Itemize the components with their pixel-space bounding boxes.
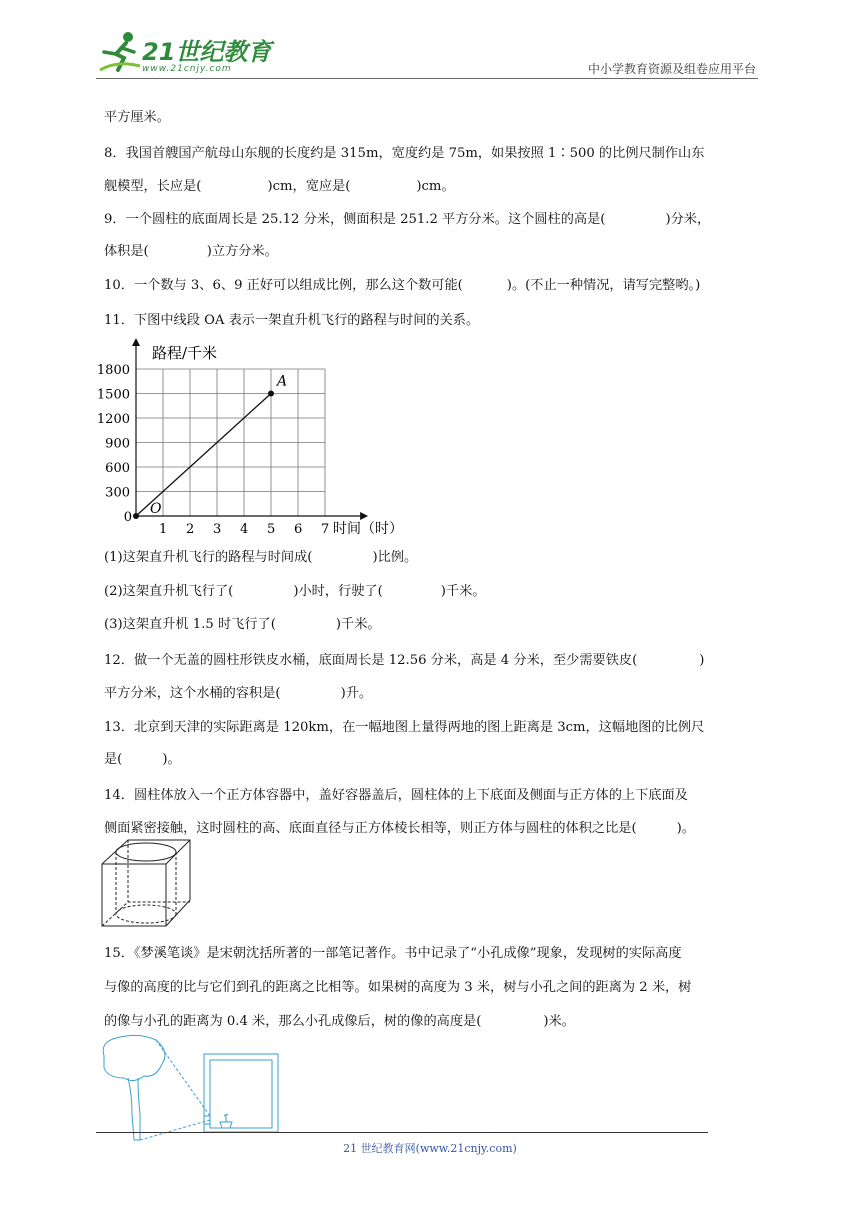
logo bbox=[96, 30, 296, 80]
question-8-line-2 bbox=[104, 175, 455, 194]
x-tick-label: 6 bbox=[294, 522, 303, 534]
text: 体积是( bbox=[104, 244, 149, 259]
y-tick-label: 1200 bbox=[96, 412, 130, 427]
origin-label: 0 bbox=[123, 510, 132, 525]
question-9-line-1 bbox=[104, 208, 710, 227]
text: )千米。 bbox=[440, 584, 486, 599]
cylinder-in-cube-figure bbox=[100, 836, 200, 930]
y-tick-label: 900 bbox=[105, 436, 130, 452]
question-11: 11．下图中线段 OA 表示一架直升机飞行的路程与时间的关系。 bbox=[104, 313, 480, 328]
y-tick-label: 300 bbox=[105, 485, 130, 501]
point-label: A bbox=[277, 373, 288, 390]
question-12-line-1 bbox=[104, 649, 704, 668]
y-axis-arrow-icon bbox=[132, 338, 140, 346]
text: )千米。 bbox=[335, 617, 381, 632]
small-image-icon bbox=[220, 1114, 232, 1128]
header-divider bbox=[96, 78, 758, 79]
y-tick-label: 1500 bbox=[96, 387, 130, 403]
x-axis-arrow-icon bbox=[360, 512, 368, 520]
question-14-line-1: 14．圆柱体放入一个正方体容器中，盖好容器盖后，圆柱体的上下底面及侧面与正方体的上下底面及 bbox=[104, 788, 688, 803]
data-point bbox=[268, 391, 274, 397]
y-axis-label: 路程/千米 bbox=[152, 344, 218, 362]
x-axis-label: 时间（时） bbox=[333, 521, 403, 534]
y-tick-label: 600 bbox=[105, 461, 130, 476]
x-tick-label: 3 bbox=[213, 522, 222, 534]
text: 9．一个圆柱的底面周长是 25.12 分米，侧面积是 251.2 平方分米。这个圆柱的高是( bbox=[104, 212, 606, 227]
x-tick-label: 2 bbox=[186, 522, 195, 534]
text: )升。 bbox=[340, 686, 373, 701]
x-tick-label: 5 bbox=[267, 522, 276, 534]
series-line bbox=[136, 394, 271, 517]
text: 的像与小孔的距离为 0.4 米，那么小孔成像后，树的像的高度是( bbox=[104, 1014, 482, 1029]
x-tick-label: 1 bbox=[159, 522, 168, 534]
question-13-line-1: 13．北京到天津的实际距离是 120km，在一幅地图上量得两地的图上距离是 3cm，这幅地图的比例尺 bbox=[104, 720, 705, 735]
text: )cm。 bbox=[416, 179, 455, 194]
text: )cm，宽应是( bbox=[267, 179, 351, 194]
question-11-part-2 bbox=[104, 580, 485, 599]
text: )立方分米。 bbox=[206, 244, 278, 259]
text: (3)这架直升机 1.5 时飞行了( bbox=[104, 617, 276, 632]
question-9-line-2 bbox=[104, 240, 278, 259]
tree-crown-icon bbox=[103, 1035, 165, 1080]
question-15-line-1: 15．《梦溪笔谈》是宋朝沈括所著的一部笔记著作。书中记录了“小孔成像”现象，发现树的实际高度 bbox=[104, 946, 682, 961]
question-10 bbox=[104, 274, 700, 293]
text: )。 bbox=[676, 821, 695, 836]
text: (1)这架直升机飞行的路程与时间成( bbox=[104, 550, 313, 565]
x-tick-label: 7 bbox=[321, 522, 330, 534]
pinhole-camera-figure bbox=[98, 1034, 288, 1144]
text: )。(不止一种情况，请写完整哟。) bbox=[506, 278, 701, 293]
text: 平方分米，这个水桶的容积是( bbox=[104, 686, 281, 701]
text: )小时，行驶了( bbox=[293, 584, 383, 599]
text: 侧面紧密接触，这时圆柱的高、底面直径与正方体棱长相等，则正方体与圆柱的体积之比是( bbox=[104, 821, 637, 836]
tree-trunk-icon bbox=[128, 1078, 140, 1140]
question-11-part-1 bbox=[104, 546, 417, 565]
point-label: O bbox=[150, 501, 162, 517]
text: )分米， bbox=[665, 212, 711, 227]
distance-time-chart bbox=[96, 334, 406, 534]
platform-label: 中小学教育资源及组卷应用平台 bbox=[587, 62, 756, 76]
page-header bbox=[0, 0, 860, 84]
text-line: 平方厘米。 bbox=[104, 110, 170, 125]
logo-url: www.21cnjy.com bbox=[142, 64, 232, 74]
text: 舰模型，长应是( bbox=[104, 179, 202, 194]
data-point bbox=[133, 513, 139, 519]
footer-divider bbox=[96, 1132, 708, 1133]
y-tick-label: 1800 bbox=[96, 363, 130, 378]
x-tick-label: 4 bbox=[240, 522, 249, 534]
question-14-line-2 bbox=[104, 817, 695, 836]
text: )比例。 bbox=[372, 550, 418, 565]
text: 是( bbox=[104, 752, 123, 767]
text: 12．做一个无盖的圆柱形铁皮水桶，底面周长是 12.56 分米，高是 4 分米，至少需要铁皮( bbox=[104, 653, 638, 668]
text: 10．一个数与 3、6、9 正好可以组成比例，那么这个数可能( bbox=[104, 278, 463, 293]
question-12-line-2 bbox=[104, 682, 372, 701]
text: ) bbox=[699, 653, 705, 668]
question-15-line-3 bbox=[104, 1010, 575, 1029]
question-11-part-3 bbox=[104, 613, 381, 632]
text: )。 bbox=[162, 752, 181, 767]
question-8-line-1: 8．我国首艘国产航母山东舰的长度约是 315m，宽度约是 75m，如果按照 1∶500 的比例尺制作山东 bbox=[104, 146, 705, 161]
question-15-line-2: 与像的高度的比与它们到孔的距离之比相等。如果树的高度为 3 米，树与小孔之间的距离为 2 米，树 bbox=[104, 980, 692, 995]
logo-text: 21世纪教育 bbox=[142, 38, 272, 66]
question-13-line-2 bbox=[104, 748, 181, 767]
footer-text: 21 世纪教育网(www.21cnjy.com) bbox=[343, 1142, 517, 1155]
text: )米。 bbox=[543, 1014, 575, 1029]
runner-logo-icon bbox=[96, 30, 142, 76]
text: (2)这架直升机飞行了( bbox=[104, 584, 234, 599]
